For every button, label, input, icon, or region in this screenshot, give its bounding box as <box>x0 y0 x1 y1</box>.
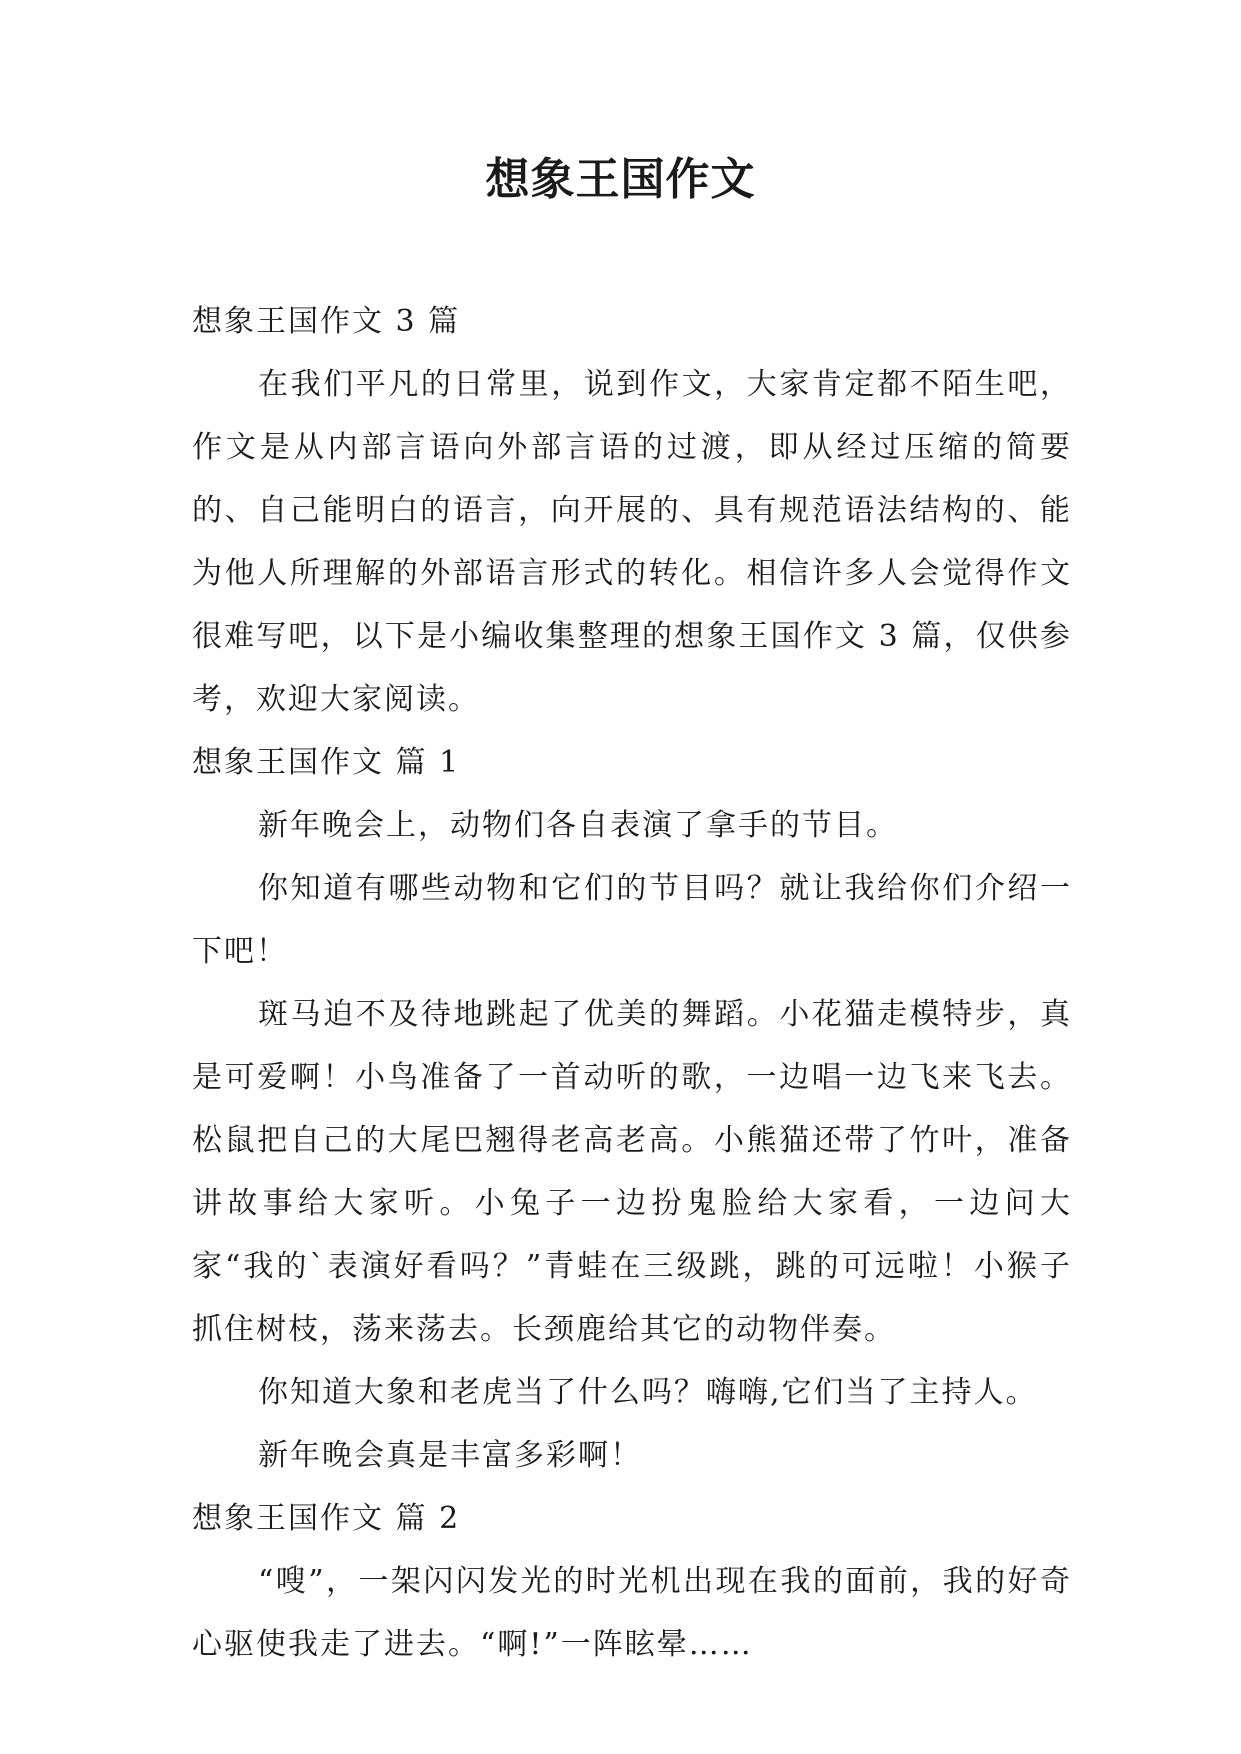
document-title: 想象王国作文 <box>485 154 756 205</box>
document-body <box>192 290 1072 1676</box>
intro-heading: 想象王国作文 3 篇 <box>192 304 461 339</box>
section-heading-1: 想象王国作文 篇 1 <box>192 745 461 780</box>
section-heading-2: 想象王国作文 篇 2 <box>192 1501 461 1536</box>
paragraph: 斑马迫不及待地跳起了优美的舞蹈。小花猫走模特步，真是可爱啊！小鸟准备了一首动听的歌，一边唱一边飞来飞去。松鼠把自己的大尾巴翘得老高老高。小熊猫还带了竹叶，准备讲故事给大家听。小兔子一边扮鬼脸给大家看，一边问大家“我的`表演好看吗？”青蛙在三级跳，跳的可远啦！小猴子抓住树枝，荡来荡去。长颈鹿给其它的动物伴奏。 <box>192 997 1072 1347</box>
paragraph: 新年晚会上，动物们各自表演了拿手的节目。 <box>258 808 898 843</box>
paragraph: 新年晚会真是丰富多彩啊！ <box>258 1438 642 1473</box>
paragraph: 你知道大象和老虎当了什么吗？嗨嗨,它们当了主持人。 <box>258 1375 1038 1410</box>
intro-paragraph: 在我们平凡的日常里，说到作文，大家肯定都不陌生吧，作文是从内部言语向外部言语的过渡，即从经过压缩的简要的、自己能明白的语言，向开展的、具有规范语法结构的、能为他人所理解的外部语言形式的转化。相信许多人会觉得作文很难写吧，以下是小编收集整理的想象王国作文 3 篇，仅供参考，欢迎大家阅读。 <box>192 367 1072 717</box>
paragraph: “嗖”，一架闪闪发光的时光机出现在我的面前，我的好奇心驱使我走了进去。“啊!”一阵眩晕…… <box>192 1564 1072 1662</box>
paragraph: 你知道有哪些动物和它们的节目吗？就让我给你们介绍一下吧！ <box>192 871 1072 969</box>
